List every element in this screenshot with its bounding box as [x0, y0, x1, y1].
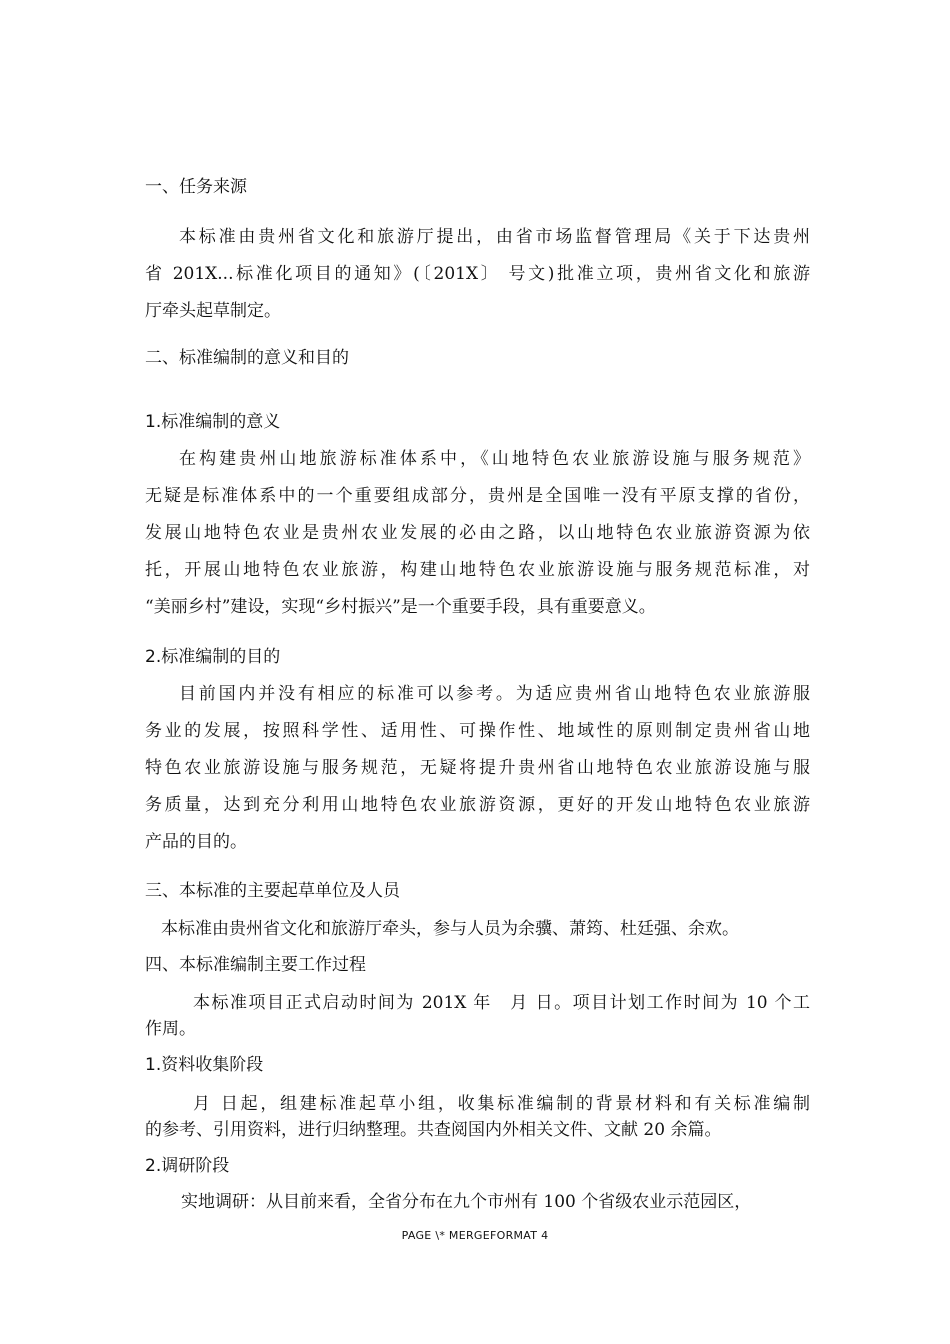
- section-2-1-heading: 1.标准编制的意义: [145, 412, 281, 432]
- section-4-2-paragraph: [145, 1189, 810, 1215]
- text-line: 特色农业旅游设施与服务规范，无疑将提升贵州省山地特色农业旅游设施与服: [145, 758, 810, 778]
- section-2-heading: 二、标准编制的意义和目的: [145, 348, 349, 368]
- text-line: 作周。: [145, 1019, 196, 1039]
- section-2-2-heading: 2.标准编制的目的: [145, 647, 281, 667]
- text-line: 实地调研：从目前来看，全省分布在九个市州有 100 个省级农业示范园区，: [181, 1192, 752, 1212]
- text-line: 在构建贵州山地旅游标准体系中，《山地特色农业旅游设施与服务规范》: [179, 449, 810, 469]
- text-line: 的参考、引用资料，进行归纳整理。共查阅国内外相关文件、文献 20 余篇。: [145, 1120, 722, 1140]
- text-line: 省 201X...标准化项目的通知》(〔201X〕 号文)批准立项，贵州省文化和旅游: [145, 264, 810, 284]
- text-line: 无疑是标准体系中的一个重要组成部分，贵州是全国唯一没有平原支撑的省份，: [145, 486, 810, 506]
- section-1-paragraph: [145, 219, 810, 330]
- section-4-paragraph: [145, 990, 810, 1042]
- text-line: 务质量，达到充分利用山地特色农业旅游资源，更好的开发山地特色农业旅游: [145, 795, 810, 815]
- text-line: 本标准项目正式启动时间为 201X 年 月 日。项目计划工作时间为 10 个工: [193, 993, 810, 1013]
- section-3-heading: 三、本标准的主要起草单位及人员: [145, 881, 400, 901]
- section-4-1-heading: 1.资料收集阶段: [145, 1055, 264, 1075]
- text-line: 务业的发展，按照科学性、适用性、可操作性、地域性的原则制定贵州省山地: [145, 721, 810, 741]
- section-3-paragraph: [145, 911, 810, 948]
- section-1-heading: 一、任务来源: [145, 177, 247, 197]
- page-footer: PAGE \* MERGEFORMAT 4: [401, 1229, 549, 1242]
- text-line: 本标准由贵州省文化和旅游厅提出，由省市场监督管理局《关于下达贵州: [179, 227, 810, 247]
- text-line: 托，开展山地特色农业旅游，构建山地特色农业旅游设施与服务规范标准，对: [145, 560, 810, 580]
- text-line: 发展山地特色农业是贵州农业发展的必由之路，以山地特色农业旅游资源为依: [145, 523, 810, 543]
- text-line: 月 日起，组建标准起草小组，收集标准编制的背景材料和有关标准编制: [193, 1094, 810, 1114]
- text-line: “美丽乡村”建设，实现“乡村振兴”是一个重要手段，具有重要意义。: [145, 597, 656, 617]
- text-line: 厅牵头起草制定。: [145, 301, 281, 321]
- section-2-1-paragraph: [145, 441, 810, 626]
- section-4-1-paragraph: [145, 1091, 810, 1143]
- section-4-2-heading: 2.调研阶段: [145, 1156, 230, 1176]
- section-2-2-paragraph: [145, 676, 810, 861]
- section-4-heading: 四、本标准编制主要工作过程: [145, 955, 366, 975]
- text-line: 产品的目的。: [145, 832, 247, 852]
- text-line: 目前国内并没有相应的标准可以参考。为适应贵州省山地特色农业旅游服: [179, 684, 810, 704]
- text-line: 本标准由贵州省文化和旅游厅牵头，参与人员为余骥、萧筠、杜廷强、余欢。: [161, 919, 739, 939]
